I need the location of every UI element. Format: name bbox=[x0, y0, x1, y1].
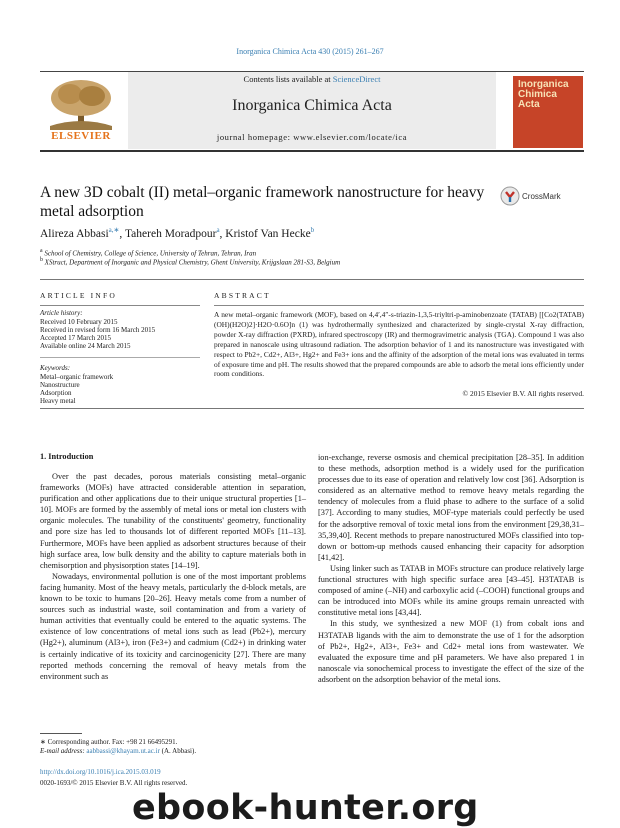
crossmark-icon[interactable] bbox=[500, 186, 520, 206]
keyword: Adsorption bbox=[40, 389, 72, 397]
journal-cover-title: Inorganica Chimica Acta bbox=[518, 79, 569, 110]
sciencedirect-link[interactable]: ScienceDirect bbox=[332, 74, 381, 84]
email-link[interactable]: aabbassi@khayam.ut.ac.ir bbox=[86, 747, 160, 755]
homepage-prefix: journal homepage: bbox=[216, 132, 294, 142]
affiliation-mark: a bbox=[40, 248, 43, 254]
email-suffix: (A. Abbasi). bbox=[159, 747, 197, 755]
homepage-link[interactable]: www.elsevier.com/locate/ica bbox=[293, 132, 408, 142]
doi-link[interactable]: http://dx.doi.org/10.1016/j.ica.2015.03.019 bbox=[40, 768, 161, 776]
author-name[interactable]: Tahereh Moradpour bbox=[124, 227, 217, 240]
email-note bbox=[40, 747, 196, 756]
affiliation-a bbox=[40, 248, 256, 257]
keywords-label: Keywords: bbox=[40, 364, 71, 372]
article-title: A new 3D cobalt (II) metal–organic framework nanostructure for heavy metal adsorption bbox=[40, 184, 485, 220]
publisher-logo-text: ELSEVIER bbox=[51, 130, 111, 142]
keyword: Nanostructure bbox=[40, 381, 80, 389]
history-label: Article history: bbox=[40, 309, 83, 317]
affiliation-b bbox=[40, 257, 340, 266]
journal-citation-link[interactable]: Inorganica Chimica Acta 430 (2015) 261–267 bbox=[236, 47, 384, 56]
keywords-rule bbox=[40, 357, 200, 358]
abstract-body: A new metal–organic framework (MOF), based on 4,4′,4″-s-triazin-1,3,5-triyltri-p-aminobenzoate (TATAB) [[Co2(TATAB)(OH)(H2O)2]·H2O·0.6O]n (1) was hydrothermally synthesized and characterized by single-crystal X-ray diffraction, powder X-ray diffraction (PXRD), infrared spectroscopy (IR) and thermogravimetric analysis (TGA). Compound 1 was also prepared in nanoscale using ultrasound radiation. The adsorption behavior of 1 and its nanostructure was investigated with respect to Pb2+, Cd2+, Al3+, Hg2+ and Fe3+ ions and the affinity of the adsorption of the metal ions was evaluated in terms of exposure time and pH. The results showed that the prepared compounds are able to adsorb the metal ions efficiently under room conditions. bbox=[214, 310, 584, 379]
header-bottom-rule bbox=[40, 150, 584, 152]
keyword: Metal–organic framework bbox=[40, 373, 114, 381]
history-item: Received in revised form 16 March 2015 bbox=[40, 326, 156, 334]
author-name[interactable]: Kristof Van Hecke bbox=[225, 227, 311, 240]
crossmark-label[interactable]: CrossMark bbox=[522, 192, 561, 201]
author-affiliation-mark[interactable]: b bbox=[310, 226, 315, 234]
abstract-copyright: © 2015 Elsevier B.V. All rights reserved. bbox=[462, 389, 584, 398]
abstract-heading: ABSTRACT bbox=[214, 291, 271, 300]
corresponding-author-note: ∗ Corresponding author. Fax: +98 21 66495291. bbox=[40, 738, 178, 746]
body-column-left bbox=[40, 471, 306, 682]
affiliation-text: School of Chemistry, College of Science, University of Tehran, Tehran, Iran bbox=[44, 249, 257, 258]
body-paragraph: Using linker such as TATAB in MOFs structure can produce relatively large functional structures with high specific surface area [43–45]. H3TATAB is composed of amine (–NH) and carboxylic acid (–COOH) functional groups and can be introduced into MOFs while its amine groups remain unreacted with constitutive metal ions [43,44]. bbox=[318, 563, 584, 618]
body-paragraph: Over the past decades, porous materials consisting metal–organic frameworks (MOFs) have attracted considerable attention in separation, purification and other applications due to their unique structural properties [1–10]. MOFs are formed by the assembly of metal ions or metal ion clusters with organic molecules. The tunability of the constituents' geometry, functionality and pore size has led to thousands lot of different reported MOFs [11–13]. Furthermore, MOFs have been applied as adsorbent structures because of their high surface area, low bulk density and the ability to capture materials both in chemisorption and physisorption states [14–19]. bbox=[40, 472, 306, 570]
issn-copyright: 0020-1693/© 2015 Elsevier B.V. All rights reserved. bbox=[40, 779, 188, 787]
section-heading-introduction: 1. Introduction bbox=[40, 452, 94, 461]
journal-homepage bbox=[128, 132, 496, 142]
history-item: Received 10 February 2015 bbox=[40, 318, 118, 326]
body-column-right bbox=[318, 452, 584, 685]
journal-title: Inorganica Chimica Acta bbox=[232, 97, 392, 114]
watermark-text: ebook-hunter.org bbox=[132, 788, 479, 828]
article-info-rule bbox=[40, 305, 200, 306]
front-matter-divider bbox=[40, 408, 584, 409]
body-paragraph: ion-exchange, reverse osmosis and chemical precipitation [28–35]. In addition to these methods, adsorption method is a widely used for the purification processes due to its ease of operation and relatively low cost [36]. Adsorption is considered as an alternative method to remove heavy metals regarding the tendency of molecules from a fluid phase to adhere to the surface of a solid [37]. According to many studies, MOF-type materials could perfectly be used for the adsorptive removal of toxic metal ions from the environment [29,38,31–35,39,40]. Recent methods to prepare nanostructured MOFs classified into top-down or bottom-up methods caused enhancing their capacity for adsorption [41,42]. bbox=[318, 453, 584, 562]
history-item: Available online 24 March 2015 bbox=[40, 342, 131, 350]
author-affiliation-mark[interactable]: a bbox=[216, 226, 220, 234]
section-divider bbox=[40, 279, 584, 280]
abstract-rule bbox=[214, 305, 584, 306]
contents-prefix: Contents lists available at bbox=[243, 74, 333, 84]
author-name[interactable]: Alireza Abbasi bbox=[40, 227, 109, 240]
affiliation-mark: b bbox=[40, 257, 43, 263]
article-info-heading: ARTICLE INFO bbox=[40, 291, 117, 300]
contents-line bbox=[128, 74, 496, 84]
email-label: E-mail address: bbox=[40, 747, 87, 755]
body-paragraph: In this study, we synthesized a new MOF (1) from cobalt ions and H3TATAB ligands with the aim to demonstrate the use of 1 for the adsorption of Pb2+, Hg2+, Al3+, Fe3+ and Cd2+ metal ions from wastewater. We evaluated the exposure time and pH parameters. We have also prepared 1 in nanoscale via sonochemical process to investigate the effect of the size of the adsorbent on the adsorption behavior of the metal ions. bbox=[318, 619, 584, 684]
author-list: Alireza Abbasi$^{a,∗}$, Tahereh Moradpour$^a$, Kristof Van Hecke$^b$ bbox=[40, 226, 315, 240]
affiliation-text: XStruct, Department of Inorganic and Physical Chemistry, Ghent University, Krijgslaan 281-S3, Belgium bbox=[44, 258, 341, 267]
footnote-rule bbox=[40, 733, 82, 734]
author-affiliation-mark[interactable]: a,∗ bbox=[108, 226, 120, 234]
body-paragraph: Nowadays, environmental pollution is one of the most important problems facing humanity. Most of the heavy metals, particularly the d-block metals, are known to be toxic to humans [20–26]. Heavy metals come from a number of sources such as industrial waste, soil contamination and from a variety of human activities that eventually could be entered to the aquatic systems. The existence of low concentrations of metal ions such as lead (Pb2+), mercury (Hg2+), aluminum (Al3+), iron (Fe3+) and cadmium (Cd2+) in drinking water is certainly indicative of its toxicity and carcinogenicity [27]. There are many reported methods concerning the removal of heavy metals from the environment such as bbox=[40, 571, 306, 681]
header-top-rule bbox=[40, 71, 584, 72]
keyword: Heavy metal bbox=[40, 397, 76, 405]
history-item: Accepted 17 March 2015 bbox=[40, 334, 111, 342]
